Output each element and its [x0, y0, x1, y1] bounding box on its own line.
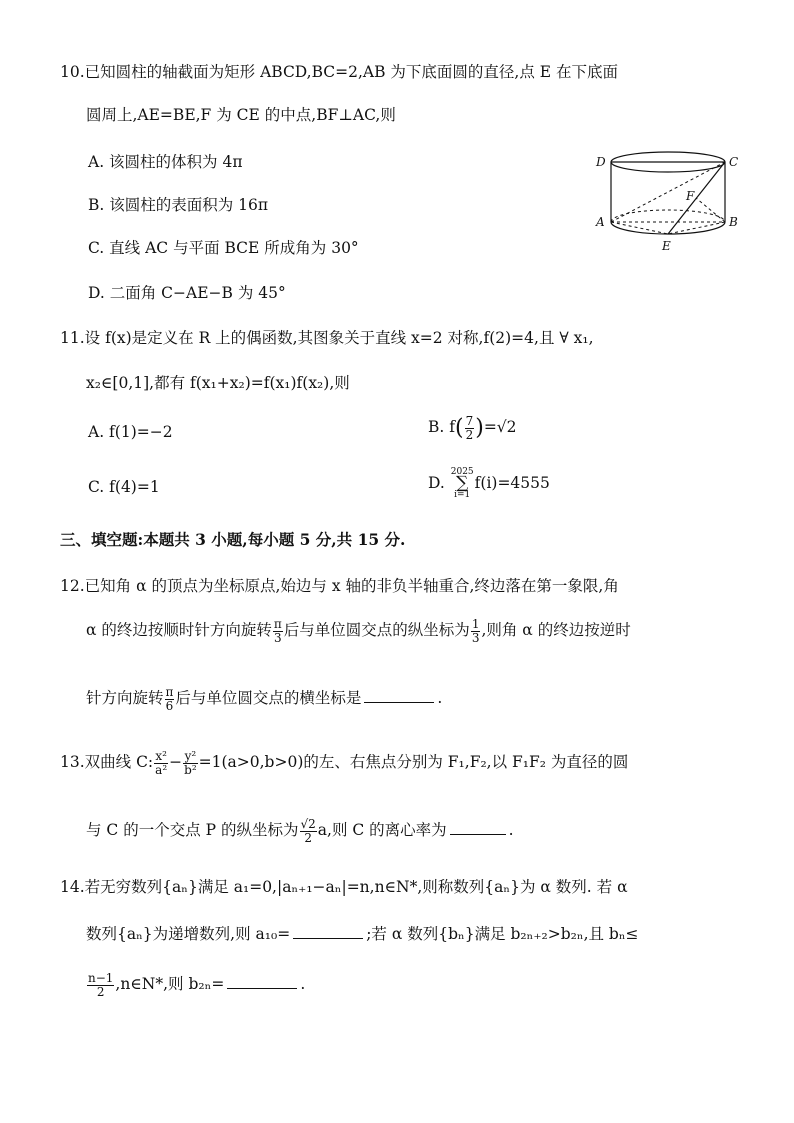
q13-answer-blank[interactable]	[450, 833, 506, 835]
q12-text-f: .	[437, 689, 443, 708]
segment-bf	[696, 198, 725, 222]
segment-ac	[611, 162, 725, 222]
q12-text-c: ,则角 α 的终边按逆时	[481, 621, 631, 640]
q13-minus: −	[169, 753, 183, 772]
q12-text-e: 后与单位圆交点的横坐标是	[175, 689, 362, 708]
q10-stem-line1: 10.已知圆柱的轴截面为矩形 ABCD,BC=2,AB 为下底面圆的直径,点 E 在下底面	[60, 63, 619, 81]
label-a: A	[596, 215, 605, 229]
q13-frac-x2-a2: $\frac{\text{x²}}{\text{a²}}$	[155, 749, 168, 777]
q13-text-a: 13.双曲线 C:	[60, 753, 154, 772]
label-b: B	[729, 215, 738, 229]
q12-stem-line3	[86, 686, 442, 712]
q13-stem-line1	[60, 750, 628, 776]
q12-text-a: α 的终边按顺时针方向旋转	[86, 621, 272, 640]
q12-text-d: 针方向旋转	[86, 689, 164, 708]
q14-stem-line3	[86, 972, 305, 998]
q14-answer-blank-2[interactable]	[227, 987, 297, 989]
q13-text-b: =1(a>0,b>0)的左、右焦点分别为 F₁,F₂,以 F₁F₂ 为直径的圆	[198, 753, 629, 772]
q12-text-b: 后与单位圆交点的纵坐标为	[283, 621, 470, 640]
q12-stem-line1: 12.已知角 α 的顶点为坐标原点,始边与 x 轴的非负半轴重合,终边落在第一象限,角	[60, 577, 619, 595]
q12-frac-pi-6: $\frac{\pi}{6}$	[165, 685, 174, 713]
q14-text-c: ,n∈N*,则 b₂ₙ=	[115, 975, 225, 994]
q14-stem-line1: 14.若无穷数列{aₙ}满足 a₁=0,|aₙ₊₁−aₙ|=n,n∈N*,则称数列{aₙ}为 α 数列. 若 α	[60, 878, 628, 896]
q11-stem-line2: x₂∈[0,1],都有 f(x₁+x₂)=f(x₁)f(x₂),则	[86, 374, 350, 392]
q10-option-a[interactable]: A. 该圆柱的体积为 4π	[88, 153, 243, 171]
q12-frac-1-3: $\frac{1}{3}$	[471, 617, 480, 645]
q13-frac-sqrt2-2: $\frac{√2}{2}$	[300, 817, 316, 845]
cylinder-figure	[590, 140, 750, 260]
q13-text-e: .	[508, 821, 514, 840]
q14-answer-blank-1[interactable]	[293, 937, 363, 939]
q13-frac-y2-b2: $\frac{\text{y²}}{\text{b²}}$	[184, 749, 197, 777]
q14-text-a: 数列{aₙ}为递增数列,则 a₁₀=	[86, 925, 291, 943]
q11-option-a[interactable]: A. f(1)=−2	[88, 423, 173, 441]
bottom-front-arc	[611, 222, 725, 234]
section-3-heading: 三、填空题:本题共 3 小题,每小题 5 分,共 15 分.	[60, 530, 406, 549]
q12-answer-blank[interactable]	[364, 701, 434, 703]
sum-symbol: 2025 ∑ i=1	[450, 467, 474, 501]
q11-option-b-fraction: $\frac{7}{2}$	[465, 414, 474, 442]
q10-option-b[interactable]: B. 该圆柱的表面积为 16π	[88, 196, 269, 214]
q10-option-d[interactable]: D. 二面角 C−AE−B 为 45°	[88, 284, 286, 302]
q13-text-c: 与 C 的一个交点 P 的纵坐标为	[86, 821, 299, 840]
q11-option-d[interactable]	[428, 468, 550, 499]
q13-text-d: a,则 C 的离心率为	[317, 821, 447, 840]
q11-option-d-prefix: D.	[428, 473, 445, 492]
q12-frac-pi-3: $\frac{\pi}{3}$	[273, 617, 282, 645]
q11-option-b-suffix: =√2	[483, 418, 517, 437]
q14-text-b: ;若 α 数列{bₙ}满足 b₂ₙ₊₂>b₂ₙ,且 bₙ≤	[366, 925, 639, 943]
q14-stem-line2	[86, 922, 639, 944]
q11-option-b[interactable]: B. f( $\frac{7}{2}$ )=√2	[428, 414, 517, 442]
q13-stem-line2	[86, 818, 514, 844]
label-f: F	[686, 189, 695, 203]
q11-option-c[interactable]: C. f(4)=1	[88, 478, 160, 496]
q11-option-b-prefix: B. f	[428, 418, 455, 437]
q11-stem-line1: 11.设 f(x)是定义在 R 上的偶函数,其图象关于直线 x=2 对称,f(2)=4,且 ∀ x₁,	[60, 329, 594, 347]
label-d: D	[596, 155, 606, 169]
label-c: C	[729, 155, 739, 169]
label-e: E	[662, 239, 671, 253]
q12-stem-line2	[86, 618, 631, 644]
q10-option-c[interactable]: C. 直线 AC 与平面 BCE 所成角为 30°	[88, 239, 359, 257]
q14-frac-n-1-2: $\frac{n-1}{2}$	[88, 971, 114, 999]
q14-text-d: .	[300, 975, 306, 994]
bottom-back-arc	[611, 210, 725, 222]
q11-option-d-suffix: f(i)=4555	[474, 473, 550, 492]
q10-stem-line2: 圆周上,AE=BE,F 为 CE 的中点,BF⊥AC,则	[86, 106, 396, 124]
